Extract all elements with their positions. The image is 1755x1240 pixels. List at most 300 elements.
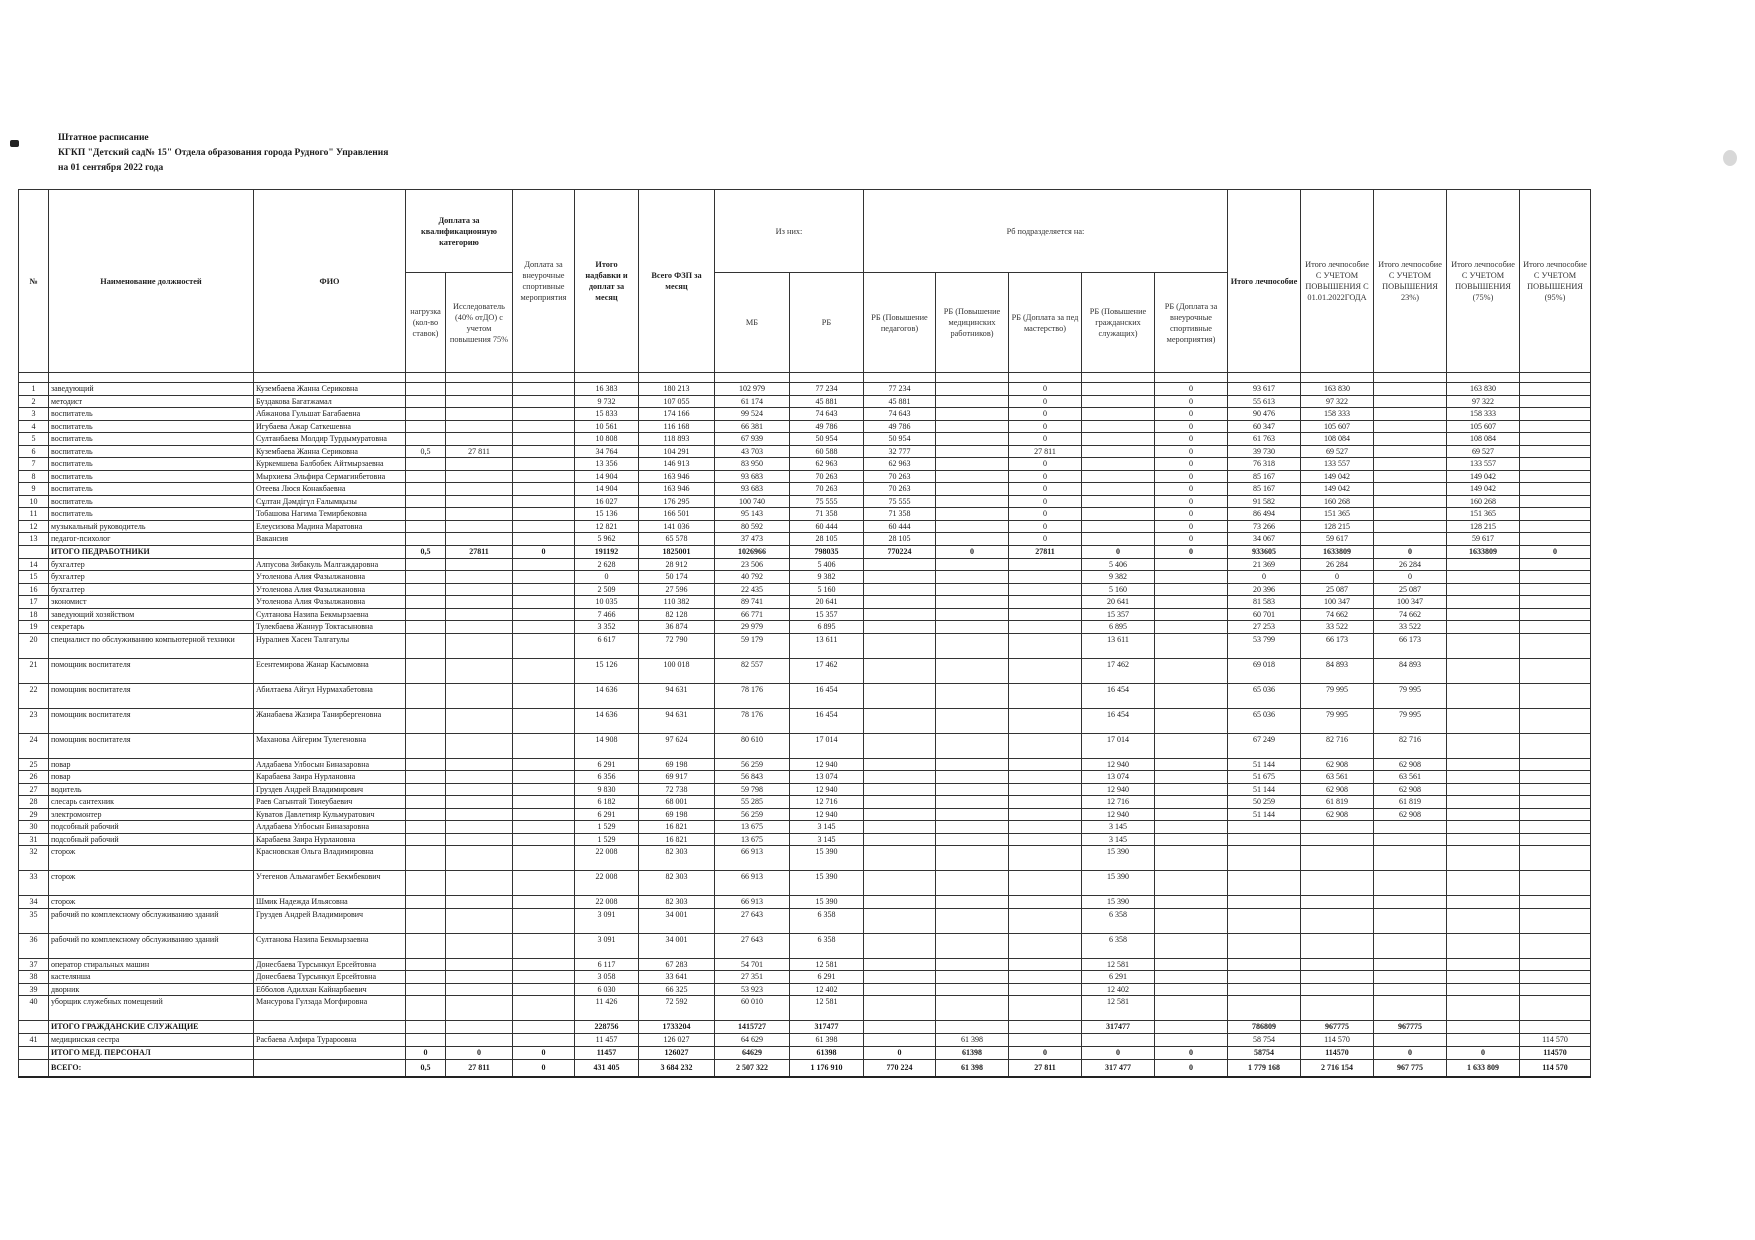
cell-total-fzp: 50 174	[639, 571, 715, 584]
cell-mb: 1415727	[715, 1021, 790, 1034]
cell-lech-23: 967775	[1374, 1021, 1447, 1034]
cell-researcher	[446, 558, 513, 571]
cell-rb-ped	[864, 771, 936, 784]
cell-sport	[513, 470, 575, 483]
table-row	[19, 621, 1591, 634]
cell-num: 26	[19, 771, 49, 784]
cell-load: 0,5	[406, 445, 446, 458]
cell-rb-civil	[1082, 1034, 1155, 1047]
table-row	[19, 470, 1591, 483]
table-row	[19, 821, 1591, 834]
cell-lech-75	[1447, 908, 1520, 933]
cell-sport	[513, 458, 575, 471]
cell-lech-2022: 69 527	[1301, 445, 1374, 458]
cell-rb-ped	[864, 1021, 936, 1034]
cell-total-fzp: 65 578	[639, 533, 715, 546]
cell-total-fzp: 33 641	[639, 971, 715, 984]
cell-rb-sport	[1155, 796, 1228, 809]
cell-researcher	[446, 483, 513, 496]
cell-lech	[1228, 958, 1301, 971]
cell-lech-95	[1520, 846, 1591, 871]
cell-position: воспитатель	[49, 470, 254, 483]
cell-rb-med	[936, 658, 1009, 683]
cell-rb-civil	[1082, 520, 1155, 533]
cell-mb: 54 701	[715, 958, 790, 971]
cell-lech	[1228, 971, 1301, 984]
cell-position: помощник воспитателя	[49, 683, 254, 708]
cell-rb: 1 176 910	[790, 1059, 864, 1077]
cell-lech-23: 84 893	[1374, 658, 1447, 683]
cell-total-bonus: 3 091	[575, 933, 639, 958]
cell-sport	[513, 846, 575, 871]
cell-lech-75	[1447, 796, 1520, 809]
cell-lech-2022: 105 607	[1301, 420, 1374, 433]
cell-mb: 78 176	[715, 683, 790, 708]
cell-num: 33	[19, 871, 49, 896]
cell-lech: 61 763	[1228, 433, 1301, 446]
cell-load	[406, 933, 446, 958]
cell-total-bonus: 10 561	[575, 420, 639, 433]
cell-total-fzp: 1825001	[639, 545, 715, 558]
cell-lech-23	[1374, 1034, 1447, 1047]
cell-total-bonus: 14 636	[575, 708, 639, 733]
cell-rb-med	[936, 758, 1009, 771]
cell-rb-med	[936, 896, 1009, 909]
table-row	[19, 958, 1591, 971]
cell-load	[406, 483, 446, 496]
cell-total-bonus: 9 732	[575, 395, 639, 408]
cell-rb-sport	[1155, 771, 1228, 784]
cell-rb-civil: 12 716	[1082, 796, 1155, 809]
cell-total-bonus: 14 908	[575, 733, 639, 758]
cell-lech-75: 149 042	[1447, 483, 1520, 496]
cell-rb-civil: 17 462	[1082, 658, 1155, 683]
cell-num: 11	[19, 508, 49, 521]
cell-lech-95	[1520, 933, 1591, 958]
cell-num	[19, 1046, 49, 1059]
cell-lech-75	[1447, 621, 1520, 634]
cell-load	[406, 708, 446, 733]
cell-total-bonus: 6 356	[575, 771, 639, 784]
cell-lech-23: 63 561	[1374, 771, 1447, 784]
cell-researcher	[446, 1021, 513, 1034]
table-row	[19, 733, 1591, 758]
cell-lech: 69 018	[1228, 658, 1301, 683]
cell-lech-95	[1520, 583, 1591, 596]
cell-mb: 93 683	[715, 470, 790, 483]
cell-rb: 12 940	[790, 808, 864, 821]
cell-total-bonus: 15 136	[575, 508, 639, 521]
cell-mb: 55 285	[715, 796, 790, 809]
cell-total-fzp: 16 821	[639, 833, 715, 846]
cell-rb-master: 0	[1009, 1046, 1082, 1059]
cell-lech: 67 249	[1228, 733, 1301, 758]
table-row	[19, 658, 1591, 683]
table-row	[19, 833, 1591, 846]
cell-lech-75: 105 607	[1447, 420, 1520, 433]
cell-researcher	[446, 821, 513, 834]
cell-rb-master: 0	[1009, 395, 1082, 408]
cell-total-bonus: 11 426	[575, 996, 639, 1021]
cell-position: подсобный рабочий	[49, 833, 254, 846]
cell-rb-med	[936, 495, 1009, 508]
cell-lech-95	[1520, 508, 1591, 521]
cell-sport	[513, 796, 575, 809]
cell-total-fzp: 110 382	[639, 596, 715, 609]
cell-rb-civil	[1082, 483, 1155, 496]
cell-lech-23	[1374, 833, 1447, 846]
cell-lech-23	[1374, 508, 1447, 521]
cell-total-fzp: 28 912	[639, 558, 715, 571]
cell-sport	[513, 983, 575, 996]
cell-position: воспитатель	[49, 408, 254, 421]
cell-researcher	[446, 420, 513, 433]
cell-total-bonus: 191192	[575, 545, 639, 558]
header-load: нагрузка (кол-во ставок)	[406, 273, 446, 373]
cell-rb-ped	[864, 558, 936, 571]
table-row	[19, 608, 1591, 621]
cell-position: воспитатель	[49, 420, 254, 433]
cell-lech: 55 613	[1228, 395, 1301, 408]
cell-rb-ped	[864, 933, 936, 958]
cell-lech-95	[1520, 996, 1591, 1021]
cell-lech-23: 62 908	[1374, 758, 1447, 771]
cell-rb-civil: 317477	[1082, 1021, 1155, 1034]
cell-rb-ped	[864, 821, 936, 834]
cell-load	[406, 470, 446, 483]
cell-fio: Утоленова Алия Фазылжановна	[254, 571, 406, 584]
cell-total-fzp: 163 946	[639, 470, 715, 483]
cell-load	[406, 783, 446, 796]
cell-mb: 13 675	[715, 821, 790, 834]
cell-sport	[513, 771, 575, 784]
cell-rb-civil: 16 454	[1082, 683, 1155, 708]
cell-rb-med	[936, 470, 1009, 483]
cell-rb: 15 357	[790, 608, 864, 621]
table-row	[19, 896, 1591, 909]
cell-load	[406, 558, 446, 571]
cell-lech	[1228, 833, 1301, 846]
cell-lech-2022: 0	[1301, 571, 1374, 584]
cell-sport	[513, 783, 575, 796]
cell-total-fzp: 174 166	[639, 408, 715, 421]
cell-researcher	[446, 971, 513, 984]
table-row	[19, 533, 1591, 546]
cell-lech-95	[1520, 971, 1591, 984]
cell-rb-master: 0	[1009, 408, 1082, 421]
cell-total-fzp: 94 631	[639, 683, 715, 708]
cell-rb-master	[1009, 821, 1082, 834]
cell-position: сторож	[49, 896, 254, 909]
table-header	[19, 190, 1591, 383]
cell-rb-med	[936, 420, 1009, 433]
cell-rb-med	[936, 571, 1009, 584]
cell-total-bonus: 15 126	[575, 658, 639, 683]
cell-lech-95	[1520, 758, 1591, 771]
cell-lech-75: 151 365	[1447, 508, 1520, 521]
table-row	[19, 771, 1591, 784]
cell-lech-23: 62 908	[1374, 783, 1447, 796]
scan-blot	[1723, 150, 1737, 166]
cell-mb: 27 643	[715, 908, 790, 933]
cell-total-fzp: 1733204	[639, 1021, 715, 1034]
cell-position: секретарь	[49, 621, 254, 634]
header-rb-med: РБ (Повышение медицинских работников)	[936, 273, 1009, 373]
cell-sport	[513, 395, 575, 408]
cell-lech-75: 149 042	[1447, 470, 1520, 483]
cell-rb: 60 444	[790, 520, 864, 533]
cell-rb: 12 940	[790, 783, 864, 796]
cell-lech-95	[1520, 458, 1591, 471]
cell-rb-civil: 5 160	[1082, 583, 1155, 596]
cell-researcher	[446, 408, 513, 421]
cell-rb-med: 0	[936, 545, 1009, 558]
cell-mb: 37 473	[715, 533, 790, 546]
cell-lech-95	[1520, 871, 1591, 896]
header-rb-split: Рб подразделяется на:	[864, 190, 1228, 273]
cell-lech-95	[1520, 608, 1591, 621]
cell-researcher	[446, 758, 513, 771]
cell-rb-ped	[864, 1034, 936, 1047]
total-row-pedagogues	[19, 545, 1591, 558]
cell-rb: 5 160	[790, 583, 864, 596]
cell-sport	[513, 996, 575, 1021]
cell-lech-23: 0	[1374, 1046, 1447, 1059]
cell-sport	[513, 833, 575, 846]
cell-lech-23	[1374, 958, 1447, 971]
cell-lech-2022: 62 908	[1301, 783, 1374, 796]
cell-num: 21	[19, 658, 49, 683]
table-row	[19, 796, 1591, 809]
cell-rb-ped: 0	[864, 1046, 936, 1059]
cell-mb: 27 351	[715, 971, 790, 984]
cell-rb-master: 0	[1009, 483, 1082, 496]
cell-rb-civil	[1082, 470, 1155, 483]
table-body	[19, 383, 1591, 1077]
cell-sport	[513, 971, 575, 984]
cell-lech-23	[1374, 420, 1447, 433]
cell-mb: 78 176	[715, 708, 790, 733]
cell-mb: 61 174	[715, 395, 790, 408]
cell-rb-civil: 6 291	[1082, 971, 1155, 984]
cell-rb-med	[936, 433, 1009, 446]
cell-rb: 13 074	[790, 771, 864, 784]
cell-load	[406, 758, 446, 771]
cell-load	[406, 621, 446, 634]
cell-lech-95	[1520, 958, 1591, 971]
cell-mb: 23 506	[715, 558, 790, 571]
cell-lech-23	[1374, 483, 1447, 496]
cell-lech: 58 754	[1228, 1034, 1301, 1047]
cell-position: сторож	[49, 871, 254, 896]
cell-rb-master	[1009, 933, 1082, 958]
cell-lech-95	[1520, 983, 1591, 996]
cell-lech: 86 494	[1228, 508, 1301, 521]
cell-lech-75	[1447, 596, 1520, 609]
cell-lech: 51 675	[1228, 771, 1301, 784]
cell-position: сторож	[49, 846, 254, 871]
cell-fio: Красновская Ольга Владимировна	[254, 846, 406, 871]
cell-total-bonus: 6 291	[575, 758, 639, 771]
cell-lech-23	[1374, 896, 1447, 909]
cell-total-fzp: 69 198	[639, 808, 715, 821]
cell-total-fzp: 68 001	[639, 796, 715, 809]
cell-load: 0,5	[406, 545, 446, 558]
cell-sport	[513, 933, 575, 958]
cell-lech-23: 62 908	[1374, 808, 1447, 821]
cell-rb: 15 390	[790, 846, 864, 871]
cell-rb: 6 895	[790, 621, 864, 634]
cell-total-bonus: 3 091	[575, 908, 639, 933]
cell-rb-master	[1009, 758, 1082, 771]
cell-num: 8	[19, 470, 49, 483]
cell-rb-med	[936, 608, 1009, 621]
cell-lech: 933605	[1228, 545, 1301, 558]
cell-rb-ped: 74 643	[864, 408, 936, 421]
cell-rb-ped: 49 786	[864, 420, 936, 433]
cell-rb-civil: 0	[1082, 545, 1155, 558]
cell-total-bonus: 1 529	[575, 821, 639, 834]
cell-lech: 93 617	[1228, 383, 1301, 396]
cell-total-fzp: 116 168	[639, 420, 715, 433]
cell-rb-ped	[864, 758, 936, 771]
cell-sport	[513, 958, 575, 971]
header-researcher: Исследователь (40% отДО) с учетом повышения 75%	[446, 273, 513, 373]
cell-lech-2022: 84 893	[1301, 658, 1374, 683]
header-total-fzp: Всего ФЗП за месяц	[639, 190, 715, 373]
cell-total-fzp: 69 198	[639, 758, 715, 771]
cell-rb-sport	[1155, 1021, 1228, 1034]
cell-mb: 64 629	[715, 1034, 790, 1047]
cell-rb: 77 234	[790, 383, 864, 396]
cell-total-bonus: 22 008	[575, 846, 639, 871]
header-total-bonus: Итого надбавки и доплат за месяц	[575, 190, 639, 373]
cell-load	[406, 508, 446, 521]
cell-lech-2022: 163 830	[1301, 383, 1374, 396]
cell-rb-master: 0	[1009, 458, 1082, 471]
cell-position: воспитатель	[49, 445, 254, 458]
cell-rb-ped: 28 105	[864, 533, 936, 546]
cell-lech-2022	[1301, 933, 1374, 958]
cell-lech-23	[1374, 983, 1447, 996]
cell-position: слесарь сантехник	[49, 796, 254, 809]
cell-mb: 66 913	[715, 896, 790, 909]
cell-position: ВСЕГО:	[49, 1059, 254, 1077]
table-row	[19, 783, 1591, 796]
cell-rb: 9 382	[790, 571, 864, 584]
cell-rb-ped: 770224	[864, 545, 936, 558]
table-row	[19, 1034, 1591, 1047]
cell-rb-med	[936, 383, 1009, 396]
cell-fio: Алдабаева Улбосын Биназаровна	[254, 821, 406, 834]
cell-lech-2022	[1301, 833, 1374, 846]
cell-total-fzp: 100 018	[639, 658, 715, 683]
cell-rb-ped: 77 234	[864, 383, 936, 396]
cell-mb: 13 675	[715, 833, 790, 846]
cell-rb-med	[936, 871, 1009, 896]
cell-total-fzp: 72 738	[639, 783, 715, 796]
cell-num: 39	[19, 983, 49, 996]
cell-lech-75: 160 268	[1447, 495, 1520, 508]
cell-num: 7	[19, 458, 49, 471]
cell-num: 38	[19, 971, 49, 984]
cell-sport: 0	[513, 1059, 575, 1077]
cell-lech-75	[1447, 958, 1520, 971]
cell-lech	[1228, 821, 1301, 834]
cell-rb-civil	[1082, 433, 1155, 446]
cell-lech: 51 144	[1228, 758, 1301, 771]
cell-rb-master: 0	[1009, 508, 1082, 521]
cell-lech-95	[1520, 821, 1591, 834]
cell-rb-sport: 0	[1155, 383, 1228, 396]
cell-fio: Мырхиева Эльфира Сермагинбетовна	[254, 470, 406, 483]
cell-sport	[513, 533, 575, 546]
cell-num: 2	[19, 395, 49, 408]
cell-fio: Карабаева Заира Нурлановна	[254, 833, 406, 846]
cell-rb-sport	[1155, 708, 1228, 733]
cell-load	[406, 833, 446, 846]
cell-lech-75: 108 084	[1447, 433, 1520, 446]
cell-lech-23	[1374, 533, 1447, 546]
cell-lech-75	[1447, 771, 1520, 784]
header-mb: МБ	[715, 273, 790, 373]
cell-rb-ped: 45 881	[864, 395, 936, 408]
cell-num: 17	[19, 596, 49, 609]
cell-num	[19, 1059, 49, 1077]
cell-lech-95	[1520, 420, 1591, 433]
cell-rb-med	[936, 458, 1009, 471]
cell-lech: 65 036	[1228, 683, 1301, 708]
cell-lech-95	[1520, 733, 1591, 758]
cell-num	[19, 545, 49, 558]
cell-lech: 60 347	[1228, 420, 1301, 433]
cell-position: бухгалтер	[49, 571, 254, 584]
cell-position: бухгалтер	[49, 583, 254, 596]
cell-lech-23	[1374, 458, 1447, 471]
cell-rb-med	[936, 783, 1009, 796]
staff-schedule-table	[18, 189, 1591, 1078]
cell-position: экономист	[49, 596, 254, 609]
table-row	[19, 583, 1591, 596]
cell-fio: Маханова Айгерим Тулегеновна	[254, 733, 406, 758]
cell-sport	[513, 658, 575, 683]
cell-rb-med	[936, 708, 1009, 733]
cell-fio	[254, 1059, 406, 1077]
cell-rb-master	[1009, 808, 1082, 821]
cell-lech: 81 583	[1228, 596, 1301, 609]
cell-rb-ped	[864, 621, 936, 634]
cell-total-bonus: 228756	[575, 1021, 639, 1034]
cell-rb-sport: 0	[1155, 1046, 1228, 1059]
cell-mb: 29 979	[715, 621, 790, 634]
cell-fio: Султанбаева Молдир Турдымуратовна	[254, 433, 406, 446]
cell-rb: 317477	[790, 1021, 864, 1034]
cell-mb: 56 259	[715, 808, 790, 821]
cell-lech-95	[1520, 495, 1591, 508]
cell-fio: Жанабаева Жазира Танирбергеновна	[254, 708, 406, 733]
cell-rb-ped	[864, 833, 936, 846]
cell-total-bonus: 2 509	[575, 583, 639, 596]
cell-lech-23	[1374, 971, 1447, 984]
cell-rb: 15 390	[790, 896, 864, 909]
cell-mb: 66 381	[715, 420, 790, 433]
cell-researcher	[446, 708, 513, 733]
table-row	[19, 558, 1591, 571]
cell-rb-sport	[1155, 733, 1228, 758]
cell-mb: 60 010	[715, 996, 790, 1021]
cell-total-bonus: 5 962	[575, 533, 639, 546]
cell-lech-2022	[1301, 896, 1374, 909]
